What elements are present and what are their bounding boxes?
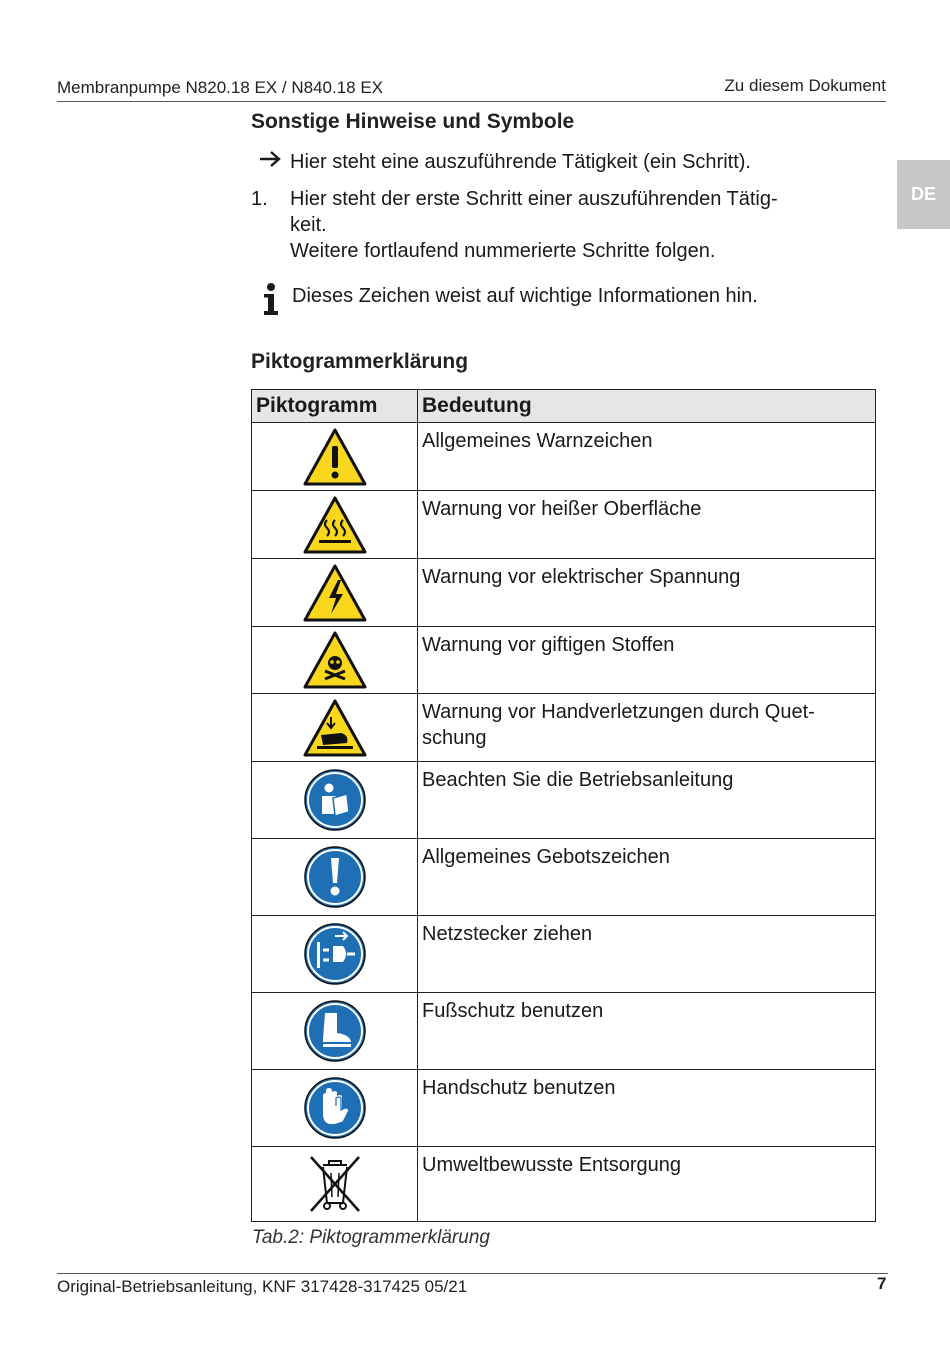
meaning-cell: Beachten Sie die Betriebsanleitung — [418, 762, 876, 839]
table-row — [252, 762, 876, 839]
read-manual-icon — [303, 768, 367, 832]
table-caption: Tab.2: Piktogrammerklärung — [252, 1227, 490, 1248]
meaning-cell: Warnung vor Handverletzungen durch Quet- schung — [418, 694, 876, 762]
unplug-icon — [303, 922, 367, 986]
table-row — [252, 839, 876, 916]
meaning-cell: Warnung vor giftigen Stoffen — [418, 627, 876, 694]
language-tab: DE — [897, 160, 950, 229]
action-step-text: Hier steht eine auszuführende Tätigkeit (ein Schritt). — [290, 151, 751, 173]
electrical-voltage-warning-icon — [303, 564, 367, 622]
meaning-cell: Netzstecker ziehen — [418, 916, 876, 993]
table-row — [252, 1147, 876, 1222]
hot-surface-warning-icon — [303, 496, 367, 554]
weee-disposal-icon — [305, 1153, 365, 1215]
step-line-1: Hier steht der erste Schritt einer auszuführenden Tätig- — [290, 188, 778, 210]
foot-protection-icon — [303, 999, 367, 1063]
meaning-cell: Umweltbewusste Entsorgung — [418, 1147, 876, 1222]
table-row — [252, 423, 876, 491]
pictogram-heading: Piktogrammerklärung — [251, 350, 469, 373]
table-row — [252, 694, 876, 762]
meaning-cell: Fußschutz benutzen — [418, 993, 876, 1070]
meaning-cell: Warnung vor elektrischer Spannung — [418, 559, 876, 627]
table-row — [252, 559, 876, 627]
step-line-3: Weitere fortlaufend nummerierte Schritte folgen. — [290, 240, 716, 262]
table-header-row — [252, 390, 876, 423]
column-header-meaning: Bedeutung — [418, 390, 876, 423]
table-row — [252, 491, 876, 559]
meaning-cell: Warnung vor heißer Oberfläche — [418, 491, 876, 559]
footer-divider — [57, 1273, 888, 1274]
meaning-cell: Handschutz benutzen — [418, 1070, 876, 1147]
footer-document: Original-Betriebsanleitung, KNF 317428-317425 05/21 — [57, 1277, 468, 1296]
document-title: Membranpumpe N820.18 EX / N840.18 EX — [57, 78, 384, 97]
table-row — [252, 993, 876, 1070]
general-warning-icon — [303, 428, 367, 486]
general-mandatory-icon — [303, 845, 367, 909]
table-row — [252, 1070, 876, 1147]
section-title: Zu diesem Dokument — [724, 76, 886, 95]
action-arrow-icon — [258, 149, 284, 176]
meaning-cell: Allgemeines Gebotszeichen — [418, 839, 876, 916]
meaning-cell: Allgemeines Warnzeichen — [418, 423, 876, 491]
header-divider — [57, 101, 886, 102]
pictogram-table — [251, 389, 876, 1222]
column-header-pictogram: Piktogramm — [252, 390, 418, 423]
hand-protection-icon — [303, 1076, 367, 1140]
notes-heading: Sonstige Hinweise und Symbole — [251, 110, 575, 133]
info-icon — [262, 282, 280, 321]
info-text: Dieses Zeichen weist auf wichtige Informationen hin. — [292, 285, 758, 307]
table-row — [252, 916, 876, 993]
table-row — [252, 627, 876, 694]
toxic-substances-warning-icon — [303, 631, 367, 689]
step-line-2: keit. — [290, 214, 327, 236]
hand-crush-warning-icon — [303, 699, 367, 757]
step-number: 1. — [251, 188, 268, 210]
page-number: 7 — [877, 1274, 887, 1293]
